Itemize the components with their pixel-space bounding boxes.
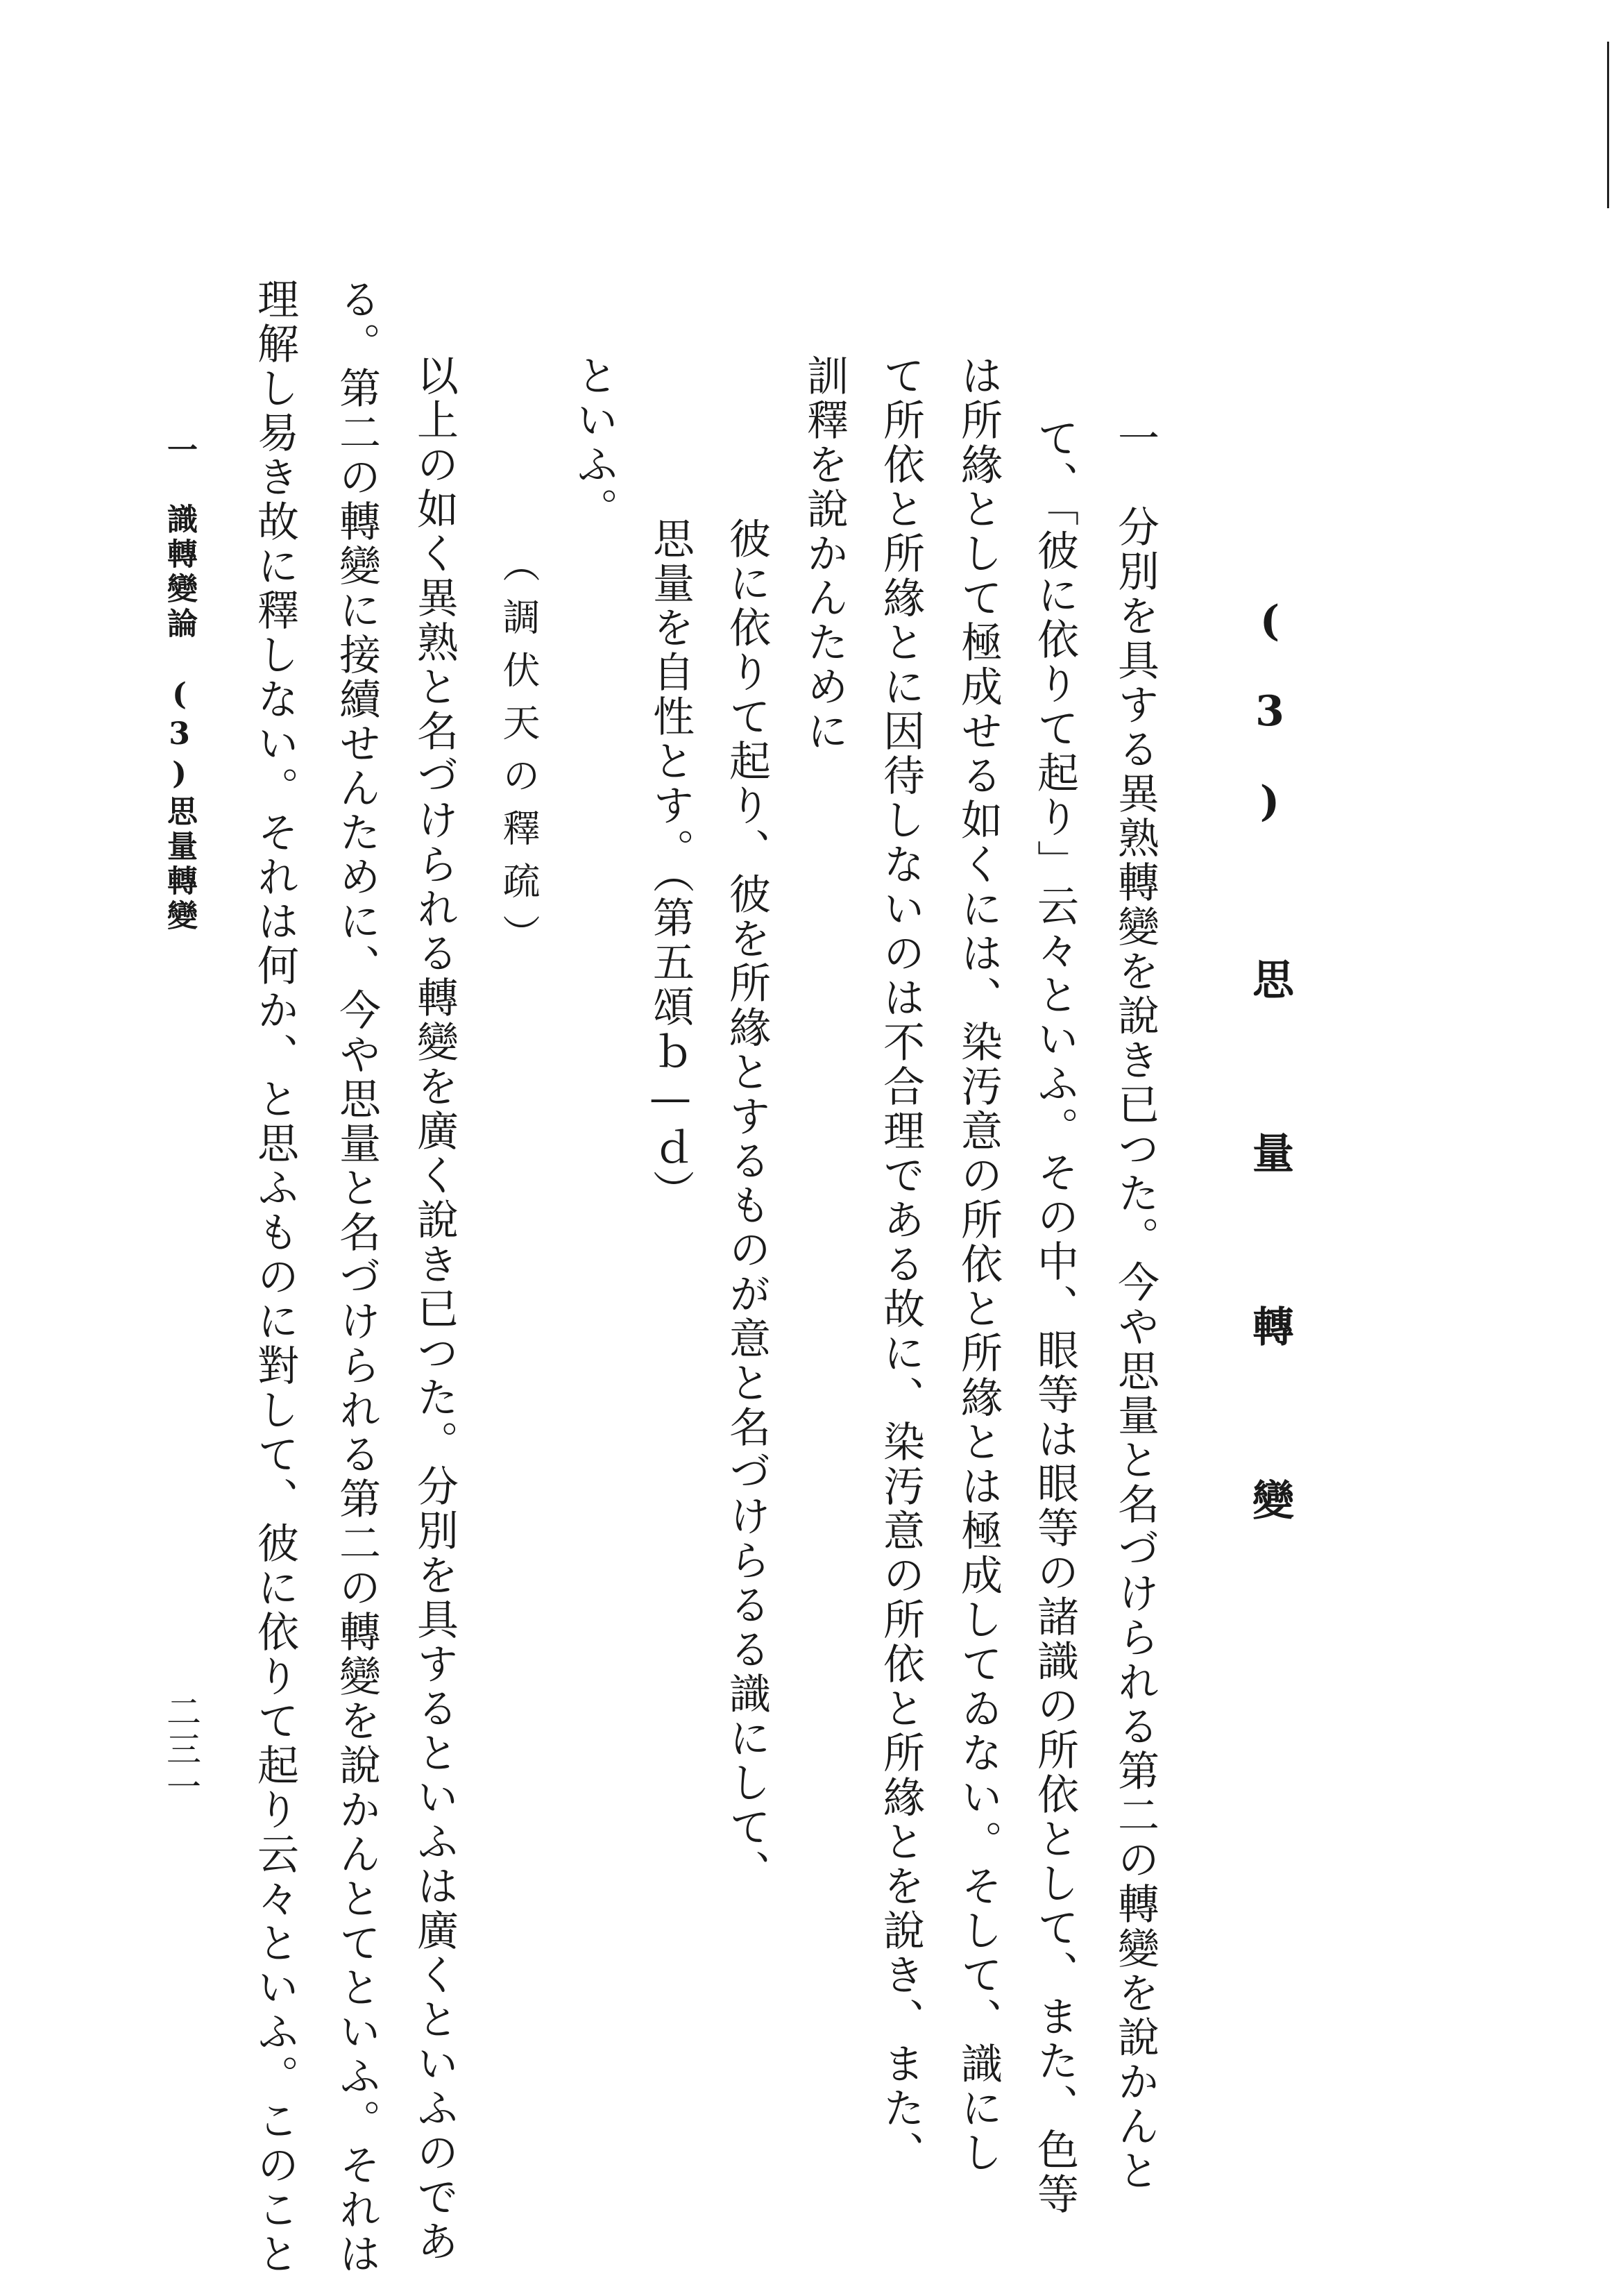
running-footer-section: 一 識轉變論 (3)思量轉變 — [162, 434, 197, 934]
page-number: 二三一 — [161, 1694, 201, 1806]
verse-paragraph-line-4: て所依と所緣とに因待しないのは不合理である故に、染汚意の所依と所緣とを說き、また、 — [876, 354, 925, 2175]
verse-paragraph-line-3: は所緣として極成せる如くには、染汚意の所依と所緣とは極成してゐない。そして、識にし — [954, 354, 1003, 2175]
page-edge-line — [1607, 42, 1609, 208]
verse-quote-line-1: 彼に依りて起り、彼を所緣とするものが意と名づけらるる識にして、 — [722, 517, 771, 1894]
verse-paragraph-line-2: て、「彼に依りて起り」云々といふ。その中、眼等は眼等の諸識の所依として、また、色等 — [1030, 416, 1079, 2217]
section-title: (3) 思 量 轉 變 — [1246, 597, 1294, 1562]
verse-paragraph-line-5: 訓釋を說かんために — [800, 354, 849, 754]
verse-quote-line-2: 思量を自性とす。（第五頌ｂ—ｄ） — [646, 517, 695, 1214]
commentary-line-2: る。第二の轉變に接續せんために、今や思量と名づけられる第二の轉變を說かんとてといふ。それは — [332, 278, 381, 2277]
commentary-heading: （調伏天の釋疏） — [497, 545, 541, 967]
verse-closing: といふ。 — [570, 354, 618, 532]
commentary-line-1: 以上の如く異熟と名づけられる轉變を廣く說き已つた。分別を具するといふは廣くといふのであ — [410, 354, 459, 2264]
verse-paragraph-line-1: 一 分別を具する異熟轉變を說き已つた。今や思量と名づけられる第二の轉變を說かんと — [1111, 416, 1159, 2193]
commentary-line-3: 理解し易き故に釋しない。それは何か、と思ふものに對して、彼に依りて起り云々といふ。このこと — [250, 278, 299, 2277]
